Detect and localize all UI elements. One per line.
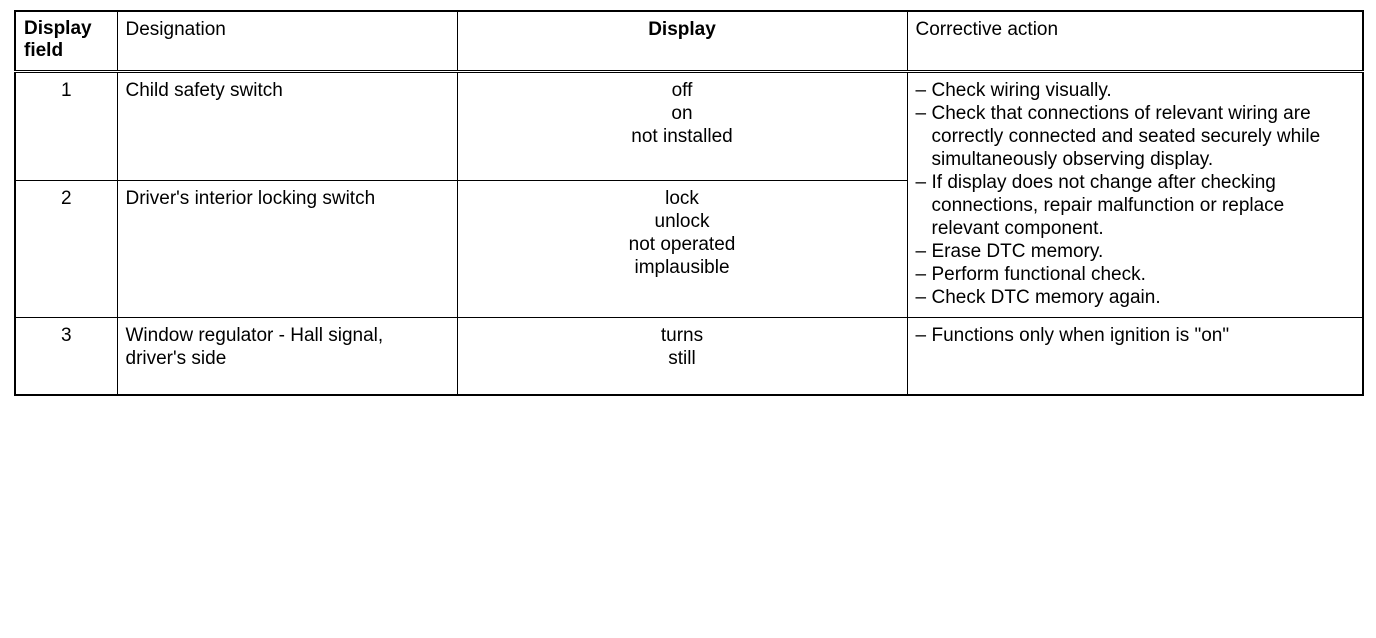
row-number: 1 — [15, 72, 117, 181]
row-designation: Window regulator - Hall signal, driver's side — [117, 318, 457, 396]
table-row — [15, 318, 1363, 396]
display-value: still — [668, 348, 696, 369]
dash-bullet-icon: – — [915, 103, 927, 124]
corrective-action-item — [916, 171, 1355, 240]
corrective-action-item — [916, 240, 1355, 263]
corrective-action-item — [916, 79, 1355, 102]
corrective-action-text: Check DTC memory again. — [931, 287, 1161, 308]
row-corrective-action — [907, 72, 1363, 318]
row-corrective-action — [907, 318, 1363, 396]
display-value: unlock — [654, 210, 710, 232]
corrective-action-text: Erase DTC memory. — [931, 241, 1104, 262]
corrective-action-text: Check wiring visually. — [931, 80, 1112, 101]
header-display: Display — [457, 11, 907, 72]
corrective-action-item — [916, 263, 1355, 286]
row-number: 3 — [15, 318, 117, 396]
display-value: turns — [660, 325, 704, 346]
corrective-action-item — [916, 286, 1355, 309]
display-value: off — [671, 80, 693, 101]
display-value: on — [671, 103, 693, 124]
dash-bullet-icon: – — [915, 264, 927, 285]
corrective-action-text: If display does not change after checking connections, repair malfunction or replace relevant component. — [931, 172, 1285, 239]
dash-bullet-icon: – — [915, 80, 927, 101]
display-value: not installed — [631, 126, 733, 147]
row-number: 2 — [15, 180, 117, 317]
header-corrective-action: Corrective action — [907, 11, 1363, 72]
row-designation: Child safety switch — [117, 72, 457, 181]
dash-bullet-icon: – — [915, 325, 927, 346]
row-display-values — [457, 318, 907, 396]
corrective-action-item — [916, 324, 1355, 347]
display-value: implausible — [634, 256, 730, 278]
dash-bullet-icon: – — [915, 172, 927, 193]
row-display-values — [457, 72, 907, 181]
table-row — [15, 72, 1363, 181]
header-display-field-line1: Display — [24, 18, 92, 39]
dash-bullet-icon: – — [915, 241, 927, 262]
corrective-action-text: Functions only when ignition is "on" — [931, 325, 1230, 346]
header-designation: Designation — [117, 11, 457, 72]
table-body — [15, 72, 1363, 396]
corrective-action-item — [916, 102, 1355, 171]
row-designation: Driver's interior locking switch — [117, 180, 457, 317]
header-display-field — [15, 11, 117, 72]
row-display-values — [457, 180, 907, 317]
display-value: lock — [665, 187, 699, 209]
corrective-action-text: Check that connections of relevant wiring are correctly connected and seated securely while simultaneously observing display. — [931, 103, 1321, 170]
dash-bullet-icon: – — [915, 287, 927, 308]
table-header — [15, 11, 1363, 72]
display-value: not operated — [628, 233, 736, 255]
header-display-field-line2: field — [24, 40, 64, 61]
corrective-action-text: Perform functional check. — [931, 264, 1146, 285]
header-row — [15, 11, 1363, 72]
diagnostic-table — [14, 10, 1364, 396]
